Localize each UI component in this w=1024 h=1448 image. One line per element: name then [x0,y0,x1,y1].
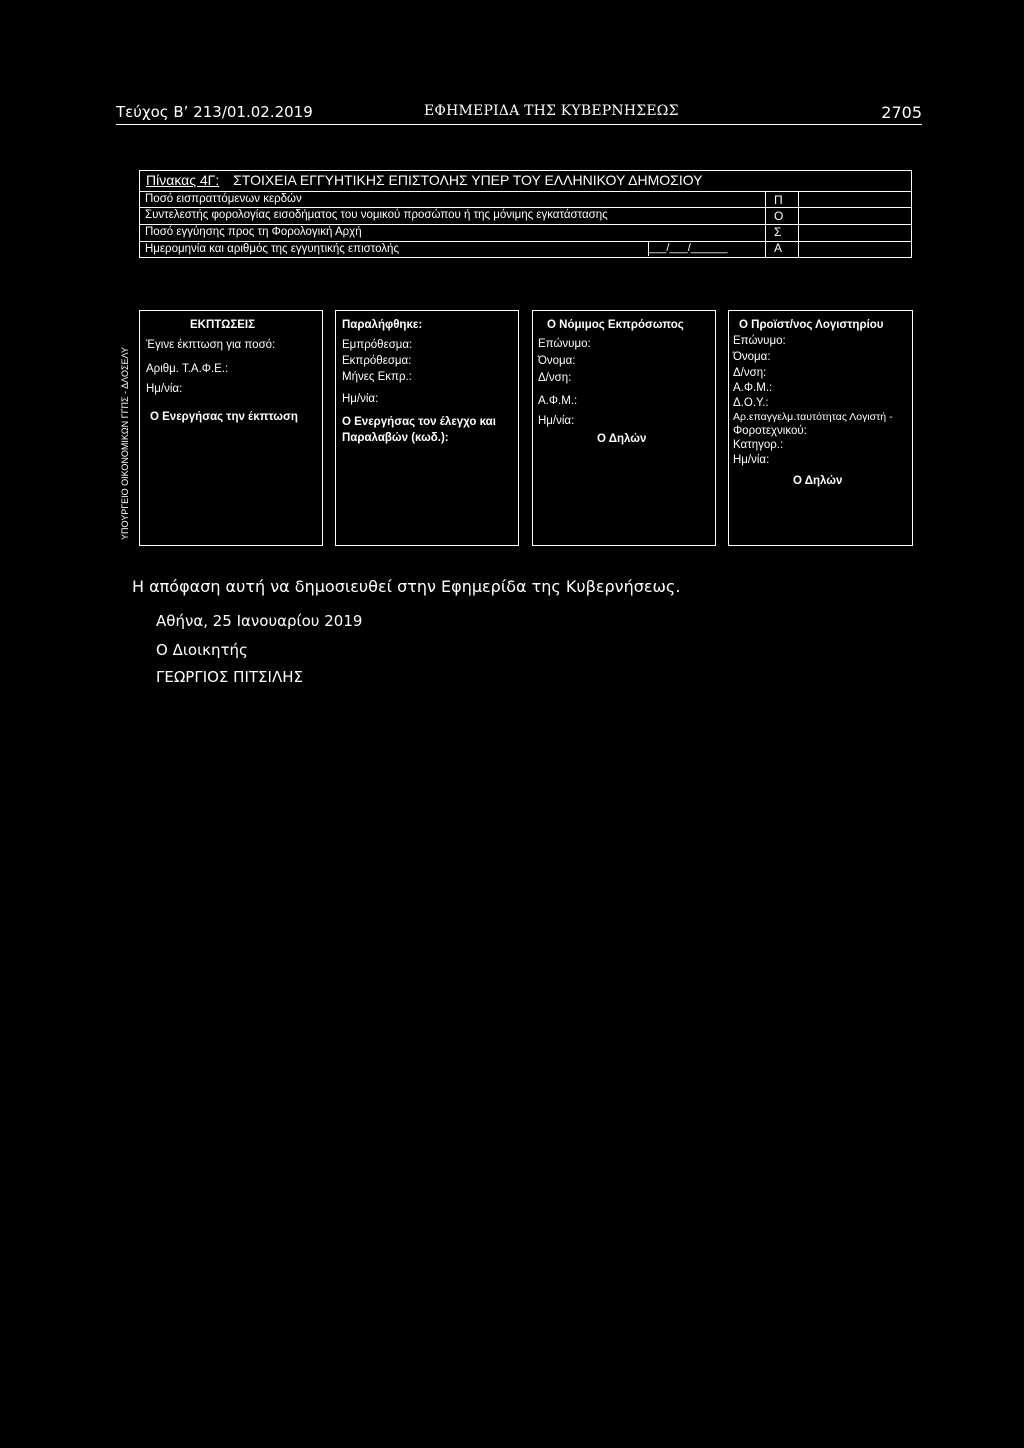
table-row-label: Συντελεστής φορολογίας εισοδήματος του νομικού προσώπου ή της μόνιμης εγκατάστασης [145,209,608,221]
box-line: Έγινε έκπτωση για ποσό: [146,339,276,351]
place-date: Αθήνα, 25 Ιανουαρίου 2019 [156,612,363,630]
box-line: Α.Φ.Μ.: [733,382,773,394]
box-line: Μήνες Εκπρ.: [342,371,412,383]
box-line: Κατηγορ.: [733,439,784,451]
box-line: Όνομα: [733,351,771,363]
issue-number: Τεύχος Β’ 213/01.02.2019 [116,103,313,121]
box-title: Παραλήφθηκε: [342,319,423,331]
posa-letter: Π [774,193,783,207]
box-line: Αρ.επαγγελμ.ταυτότητας Λογιστή - [733,411,893,423]
box-line: Ημ/νία: [733,454,770,466]
table-title-label: Πίνακας 4Γ: [146,172,220,188]
box-line: Α.Φ.Μ.: [538,395,578,407]
box-line: Όνομα: [538,355,576,367]
date-fill-blanks: ___/___/______ [648,242,728,254]
box-signature: Ο Ενεργήσας την έκπτωση [150,411,298,423]
box-signature: Ο Δηλών [597,433,647,445]
box-signature: Παραλαβών (κωδ.): [342,432,449,444]
table-col-divider [765,191,766,257]
box-line: Εκπρόθεσμα: [342,355,412,367]
table-divider [140,207,911,208]
box-line: Δ/νση: [733,367,767,379]
journal-title: ΕΦΗΜΕΡΙΔΑ ΤΗΣ ΚΥΒΕΡΝΗΣΕΩΣ [424,103,679,119]
table-row-label: Ημερομηνία και αριθμός της εγγυητικής επιστολής [145,243,399,255]
table-title-text: ΣΤΟΙΧΕΙΑ ΕΓΓΥΗΤΙΚΗΣ ΕΠΙΣΤΟΛΗΣ ΥΠΕΡ ΤΟΥ ΕΛΛΗΝΙΚΟΥ ΔΗΜΟΣΙΟΥ [233,172,703,188]
box-line: Επώνυμο: [733,335,786,347]
table-divider [140,224,911,225]
box-line: Δ/νση: [538,372,572,384]
posa-letter: Α [774,241,783,255]
table-divider [140,241,911,242]
table-divider [140,191,911,192]
box-line: Δ.Ο.Υ.: [733,397,769,409]
box-signature: Ο Ενεργήσας τον έλεγχο και [342,416,496,428]
accountant-box [728,310,913,546]
box-line: Ημ/νία: [146,383,183,395]
box-signature: Ο Δηλών [793,475,843,487]
page-number: 2705 [881,103,922,122]
publication-order: Η απόφαση αυτή να δημοσιευθεί στην Εφημερίδα της Κυβερνήσεως. [132,577,681,596]
table-title [146,172,702,188]
received-box [335,310,519,546]
table-row-label: Ποσό εισπραττόμενων κερδών [145,193,302,205]
signatory-name: ΓΕΩΡΓΙΟΣ ΠΙΤΣΙΛΗΣ [156,668,303,686]
box-line: Επώνυμο: [538,338,591,350]
box-line: Φοροτεχνικού: [733,425,807,437]
deductions-box [139,310,323,546]
box-title: Ο Προϊστ/νος Λογιστηρίου [739,319,884,331]
box-line: Εμπρόθεσμα: [342,339,413,351]
box-title: Ο Νόμιμος Εκπρόσωπος [547,319,684,331]
posa-letter: Ο [774,209,784,223]
box-title: ΕΚΠΤΩΣΕΙΣ [190,319,255,331]
table-col-divider [798,191,799,257]
box-line: Αριθμ. Τ.Α.Φ.Ε.: [146,363,229,375]
box-line: Ημ/νία: [342,393,379,405]
posa-letter: Σ [774,225,782,239]
table-row-label: Ποσό εγγύησης προς τη Φορολογική Αρχή [145,226,362,238]
legal-representative-box [532,310,716,546]
header-rule [116,124,922,125]
ministry-side-label: ΥΠΟΥΡΓΕΙΟ ΟΙΚΟΝΟΜΙΚΩΝ ΓΓΠΣ - ΔΛΟΣΕΛΥ [120,347,130,540]
table-divider [798,207,911,208]
box-line: Ημ/νία: [538,415,575,427]
signatory-role: Ο Διοικητής [156,641,248,659]
